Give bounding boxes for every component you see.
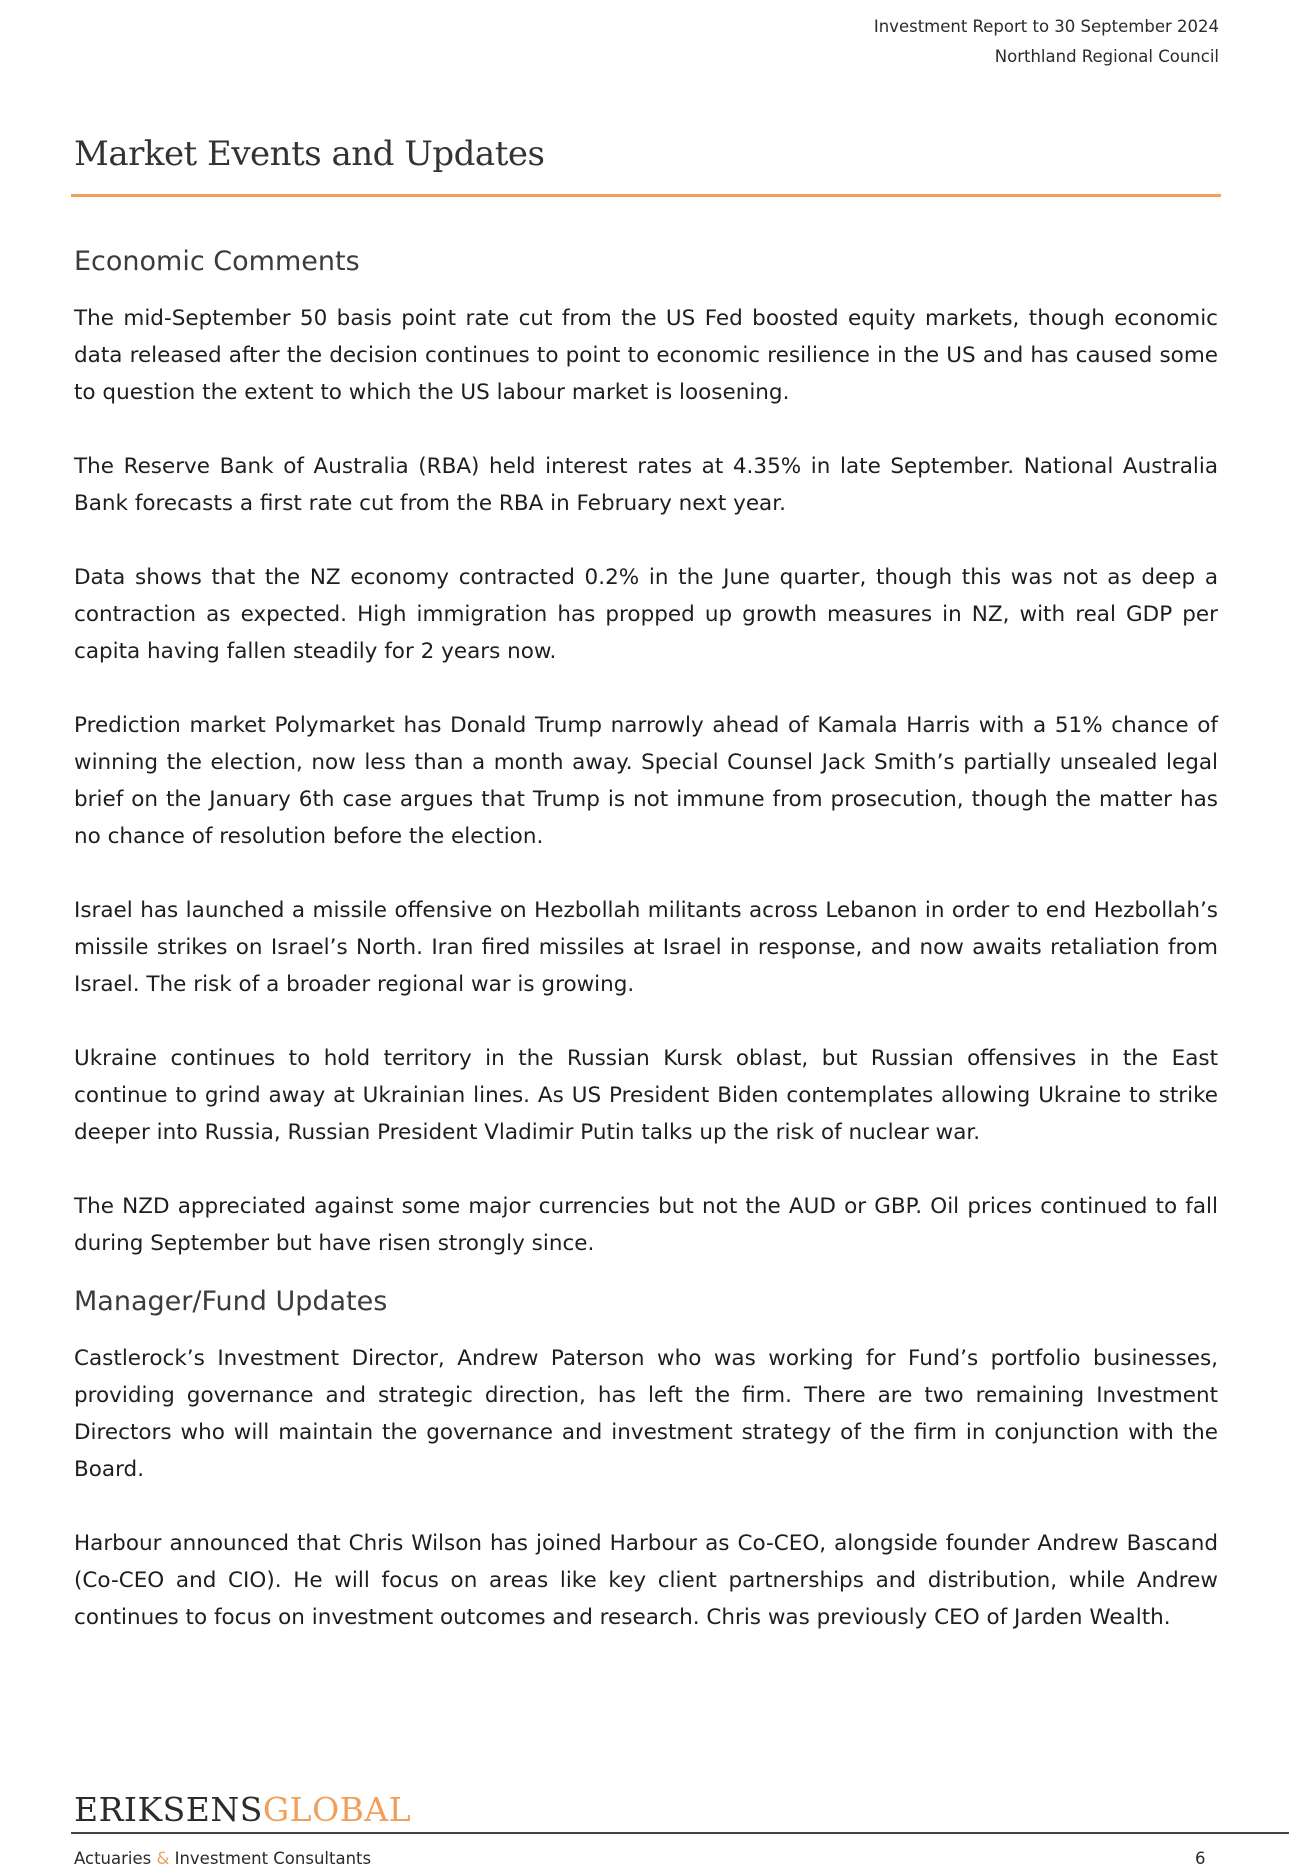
paragraph: The NZD appreciated against some major currencies but not the AUD or GBP. Oil prices continued to fall during September but have risen strongly since.	[74, 1194, 1218, 1256]
paragraph: Data shows that the NZ economy contracted 0.2% in the June quarter, though this was not as deep a contraction as expected. High immigration has propped up growth measures in NZ, with real GDP per capita having fallen steadily for 2 years now.	[74, 565, 1218, 664]
section-heading-manager-fund-updates: Manager/Fund Updates	[74, 1286, 388, 1317]
tagline-consultants: Investment Consultants	[169, 1849, 372, 1868]
paragraph: Prediction market Polymarket has Donald Trump narrowly ahead of Kamala Harris with a 51% chance of winning the election, now less than a month away. Special Counsel Jack Smith’s partially unsealed legal brief on the January 6th case argues that Trump is not immune from prosecution, though the matter has no chance of resolution before the election.	[74, 713, 1218, 849]
report-title-line: Investment Report to 30 September 2024	[873, 17, 1219, 36]
paragraph: Ukraine continues to hold territory in the Russian Kursk oblast, but Russian offensives in the East continue to grind away at Ukrainian lines. As US President Biden contemplates allowing Ukraine to strike deeper into Russia, Russian President Vladimir Putin talks up the risk of nuclear war.	[74, 1046, 1218, 1145]
footer-tagline	[74, 1848, 371, 1870]
client-name-line: Northland Regional Council	[994, 47, 1219, 66]
paragraph: The Reserve Bank of Australia (RBA) held interest rates at 4.35% in late September. National Australia Bank forecasts a first rate cut from the RBA in February next year.	[74, 454, 1218, 516]
paragraph: Castlerock’s Investment Director, Andrew Paterson who was working for Fund’s portfolio businesses, providing governance and strategic direction, has left the firm. There are two remaining Investment Directors who will maintain the governance and investment strategy of the firm in conjunction with the Board.	[74, 1346, 1218, 1482]
main-content	[74, 238, 1218, 1636]
page-number: 6	[1195, 1849, 1206, 1868]
title-divider	[71, 194, 1221, 197]
logo-text-global: GLOBAL	[262, 1790, 412, 1829]
company-logo	[74, 1790, 411, 1830]
paragraph: Israel has launched a missile offensive on Hezbollah militants across Lebanon in order to end Hezbollah’s missile strikes on Israel’s North. Iran fired missiles at Israel in response, and now awaits retaliation from Israel. The risk of a broader regional war is growing.	[74, 898, 1218, 997]
manager-fund-updates-section	[74, 1278, 1218, 1636]
tagline-actuaries: Actuaries	[74, 1849, 157, 1868]
section-heading-economic-comments: Economic Comments	[74, 246, 360, 277]
page-title: Market Events and Updates	[74, 134, 545, 174]
footer-divider	[71, 1832, 1289, 1834]
paragraph: Harbour announced that Chris Wilson has joined Harbour as Co-CEO, alongside founder Andrew Bascand (Co-CEO and CIO). He will focus on areas like key client partnerships and distribution, while Andrew continues to focus on investment outcomes and research. Chris was previously CEO of Jarden Wealth.	[74, 1531, 1218, 1630]
tagline-ampersand: &	[156, 1849, 170, 1868]
economic-comments-section	[74, 238, 1218, 1262]
report-header	[874, 12, 1219, 72]
paragraph: The mid-September 50 basis point rate cut from the US Fed boosted equity markets, though economic data released after the decision continues to point to economic resilience in the US and has caused some to question the extent to which the US labour market is loosening.	[74, 306, 1218, 405]
logo-text-eriksens: ERIKSENS	[74, 1790, 263, 1829]
